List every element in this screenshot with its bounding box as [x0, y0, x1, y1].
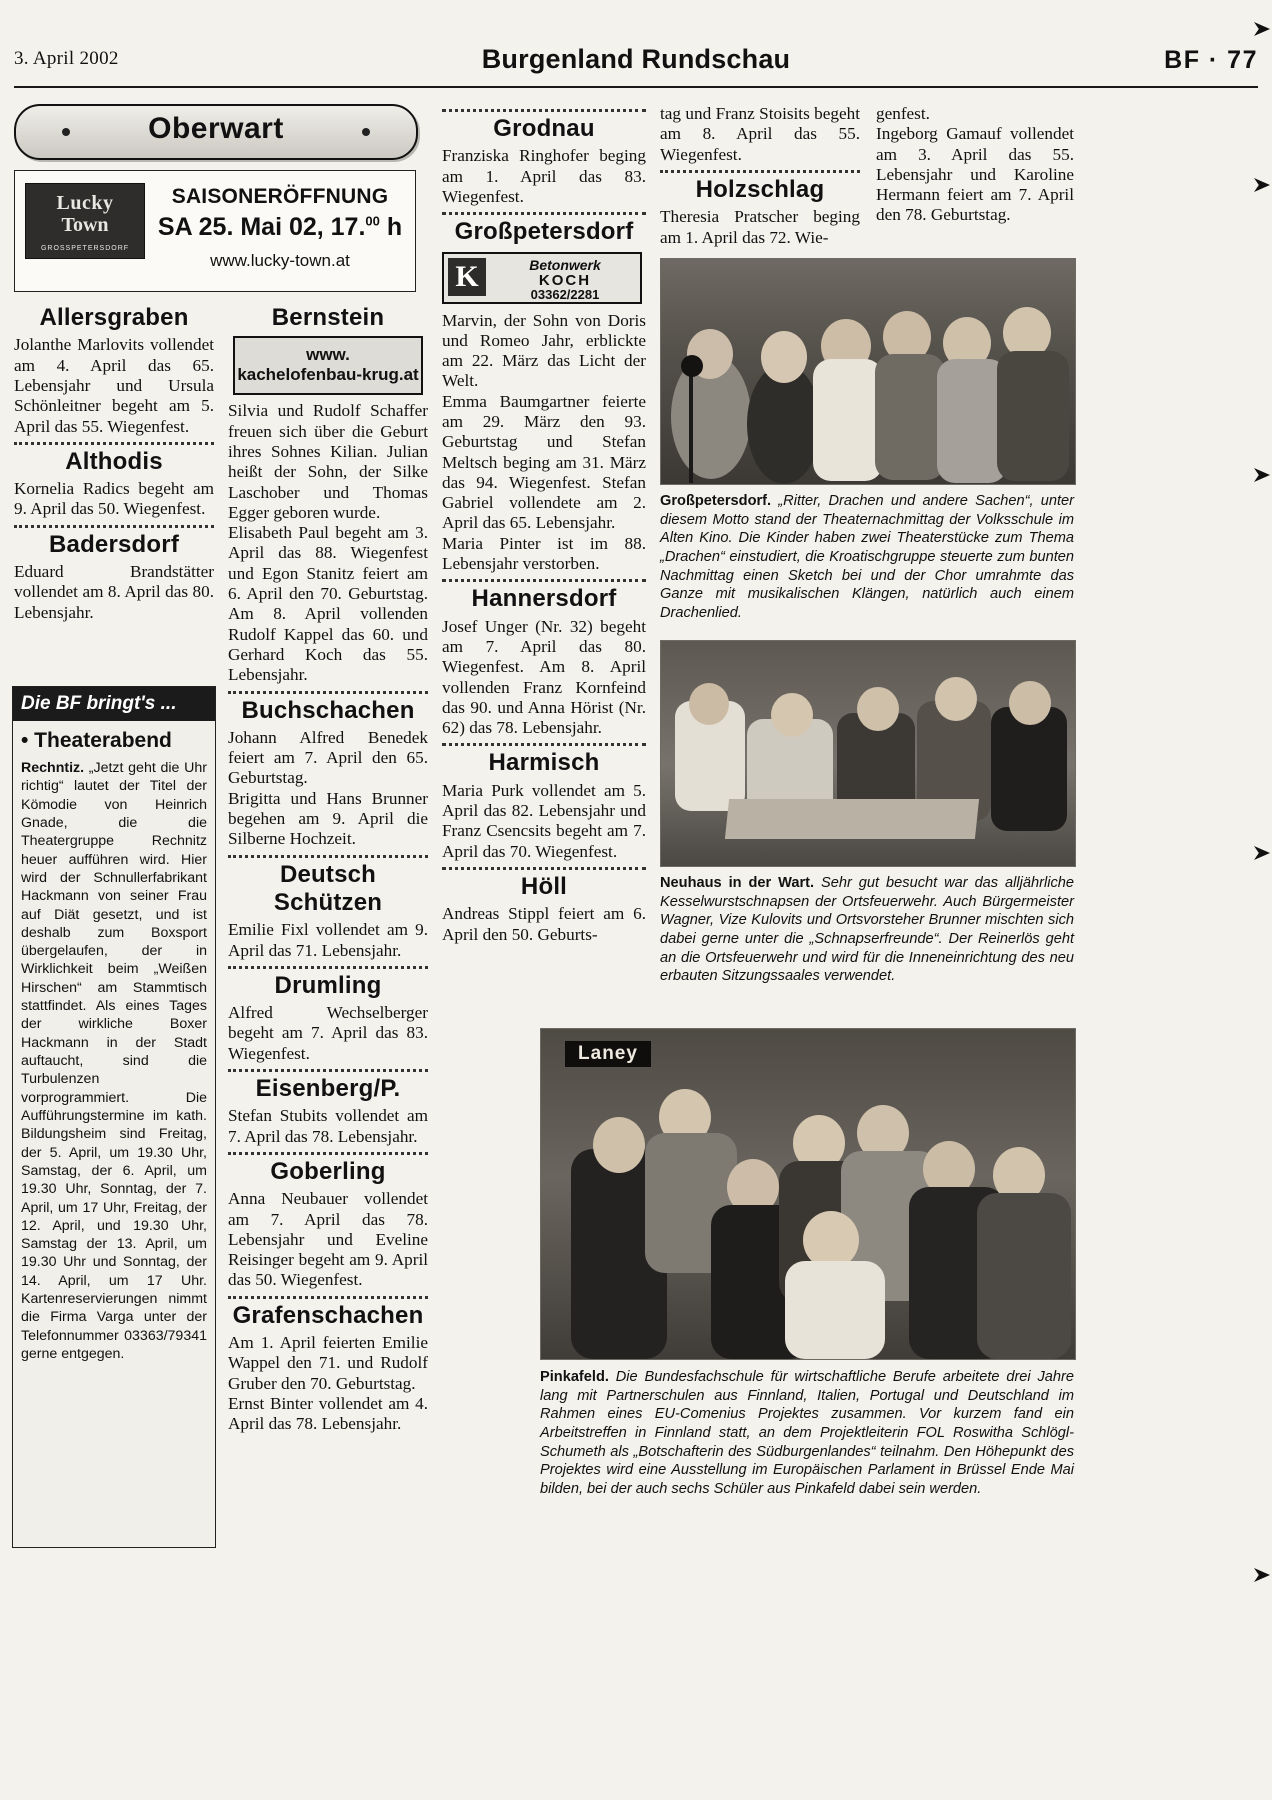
town-section	[442, 873, 646, 945]
photo-figure	[991, 707, 1067, 831]
koch-phone: 03362/2281	[530, 286, 600, 302]
town-section	[228, 1302, 428, 1435]
publication-title: Burgenland Rundschau	[481, 44, 791, 74]
town-paragraph: Emilie Fixl vollendet am 9. April das 71. Lebensjahr.	[228, 920, 428, 960]
caption-text: Sehr gut besucht war das alljährliche Kesselwurstschnapsen der Ortsfeuerwehr. Auch Bürgermeister Wagner, Vize Kulovits und Ortsvorsteher Brunner mischten sich dabei gerne unter die „Schnapserfreunde“. Der Reinerlös geht an die Ortsfeuerwehr und wird für die Inneneinrichtung des neu erbauten Sitzungssaales verwendet.	[660, 875, 1074, 985]
column-1	[14, 302, 214, 623]
photo-figure	[997, 351, 1069, 481]
advertisement-betonwerk-koch[interactable]	[442, 252, 642, 304]
town-section	[228, 861, 428, 961]
town-section	[14, 531, 214, 623]
town-heading: Allersgraben	[39, 304, 189, 331]
town-heading: Grafenschachen	[232, 1301, 424, 1329]
scan-edge-mark-icon	[1254, 22, 1270, 36]
scan-edge-mark-icon	[1254, 178, 1270, 192]
section-divider	[660, 170, 860, 173]
section-divider	[442, 867, 646, 870]
town-paragraph: Eduard Brandstätter vollendet am 8. April das 80. Lebensjahr.	[14, 562, 214, 622]
microphone-head-icon	[681, 355, 703, 377]
town-heading: Drumling	[274, 971, 382, 999]
bf-box-title: • Theaterabend	[21, 729, 172, 752]
ad-website-link[interactable]: www.lucky-town.at	[210, 251, 350, 270]
photo-face	[1009, 681, 1051, 725]
photo-caption-neuhaus	[660, 874, 1074, 986]
town-heading: Harmisch	[488, 749, 600, 777]
photo-figure	[977, 1193, 1071, 1359]
town-section	[14, 448, 214, 520]
town-section	[228, 697, 428, 850]
town-section	[442, 218, 646, 574]
town-paragraph: Stefan Stubits vollendet am 7. April das 78. Lebensjahr.	[228, 1106, 428, 1146]
photo-caption-grosspetersdorf	[660, 492, 1074, 623]
town-heading: Badersdorf	[48, 530, 180, 558]
lucky-logo-line3: GROSSPETERSDORF	[40, 245, 130, 252]
town-paragraph: Johann Alfred Benedek feiert am 7. April den 65. Geburtstag.	[228, 727, 428, 788]
town-paragraph: tag und Franz Stoisits begeht am 8. April das 55. Wiegenfest.	[660, 104, 860, 164]
caption-text: „Ritter, Drachen und andere Sachen“, unter diesem Motto stand der Theaternachmittag der Volksschule im Alten Kino. Die Kinder haben zwei Theaterstücke zum Thema „Drachen“ einstudiert, die Kroatischgruppe steuerte zum bunten Nachmittag einen Sketch bei und der Chor umrahmte das Ganze mit musikalischen Klängen, natürlich auch einem Drachenlied.	[660, 493, 1074, 622]
column-5	[876, 104, 1074, 226]
caption-lead: Neuhaus in der Wart.	[660, 875, 815, 891]
photo-pinkafeld-comenius-group	[540, 1028, 1076, 1360]
photo-face	[761, 331, 807, 383]
town-paragraph: Jolanthe Marlovits vollendet am 4. April das 65. Lebensjahr und Ursula Schönleitner begeht am 5. April das 55. Wiegenfest.	[14, 335, 214, 436]
bf-box-text: „Jetzt geht die Uhr richtig“ lautet der Titel der Kömodie von Heinrich Gnade, die die Theatergruppe Rechnitz heuer aufführen wird. Hier wird der Schnullerfabrikant Hackmann von seiner Frau auf Diät gesetzt, und ist deshalb zum Boxsport übergelaufen, der in Wirklichkeit beim „Weißen Hirschen“ am Stammtisch stattfindet. Als eines Tages der wirkliche Boxer Hackmann in der Stadt auftaucht, sind die Turbulenzen vorprogrammiert. Die Aufführungstermine im kath. Bildungsheim sind Freitag, der 5. April, um 19.30 Uhr, Samstag, der 6. April, um 19.30 Uhr, Sonntag, der 7. April, um 17 Uhr, Freitag, der 12. April, und 19.30 Uhr, Samstag der 13. April, um 19.30 Uhr und Sonntag, der 14. April, um 17 Uhr. Kartenreservierungen nimmt die Firma Varga unter der Telefonnummer 03363/79341 gerne entgegen.	[21, 760, 207, 1362]
town-section	[228, 1158, 428, 1291]
town-heading: Holzschlag	[695, 175, 825, 203]
koch-line2: KOCH	[538, 271, 592, 289]
caption-text: Die Bundesfachschule für wirtschaftliche Berufe arbeitete drei Jahre lang mit Partnerschulen aus Finnland, Italien, Portugal und Deutschland im Rahmen eines EU-Comenius Projektes zusammen. Vor kurzem fand ein Arbeitstreffen in Finnland statt, an dem Projektleiterin FOL Roswitha Schlögl-Schumeth als „Botschafterin des Südburgenlandes“ teilnahm. Den Höhepunkt des Projektes wird eine Ausstellung im Europäischen Parlament in Brüssel Ende Mai bilden, bei der auch sechs Schüler aus Pinkafeld dabei sein werden.	[540, 1369, 1074, 1498]
koch-logo-mark: K	[448, 258, 486, 296]
section-divider	[228, 1152, 428, 1155]
region-banner-label: Oberwart	[148, 112, 284, 145]
lucky-logo-line2: Town	[61, 214, 109, 236]
lucky-logo-line1: Lucky	[56, 192, 114, 214]
column-4	[660, 104, 860, 248]
section-divider	[442, 743, 646, 746]
ad-headline: SAISONERÖFFNUNG	[171, 185, 389, 208]
column-3	[442, 104, 646, 945]
town-section	[442, 115, 646, 207]
ad-line1: www.	[306, 345, 350, 365]
section-divider	[228, 1069, 428, 1072]
photo-overlay-label: Laney	[565, 1041, 651, 1067]
scan-edge-mark-icon	[1254, 846, 1270, 860]
section-divider	[228, 966, 428, 969]
section-divider	[442, 579, 646, 582]
town-paragraph: Josef Unger (Nr. 32) begeht am 7. April das 80. Wiegenfest. Am 8. April vollenden Franz Kornfeind das 90. und Anna Hörist (Nr. 62) das 78. Lebensjahr.	[442, 616, 646, 738]
ad-date-line	[155, 213, 405, 242]
advertisement-lucky-town[interactable]	[14, 170, 416, 292]
town-paragraph: Brigitta und Hans Brunner begehen am 9. April die Silberne Hochzeit.	[228, 788, 428, 849]
advertisement-kachelofenbau[interactable]	[233, 336, 423, 395]
town-section	[660, 176, 860, 248]
town-section	[228, 304, 428, 686]
ad-date-suffix: h	[379, 213, 403, 241]
town-heading: Althodis	[65, 447, 163, 475]
town-paragraph: Silvia und Rudolf Schaffer freuen sich über die Geburt ihres Sohnes Kilian. Julian heißt der Sohn, der Silke Laschober und Thomas Egger geboren wurde.	[228, 401, 428, 522]
section-divider	[442, 109, 646, 112]
town-heading: Höll	[520, 872, 568, 900]
page-number: BF · 77	[1164, 46, 1258, 74]
town-paragraph: Maria Purk vollendet am 5. April das 82. Lebensjahr und Franz Csencsits begeht am 7. April das 70. Wiegenfest.	[442, 780, 646, 861]
town-heading: Goberling	[270, 1157, 386, 1185]
microphone-stand	[689, 363, 693, 483]
ad-line2: kachelofenbau-krug.at	[237, 365, 419, 385]
ad-date-main: SA 25. Mai 02, 17.	[157, 213, 366, 241]
ad-date-sup: 00	[365, 213, 380, 229]
section-divider	[14, 442, 214, 445]
bullet-dot-right-icon	[362, 128, 370, 136]
photo-figure	[813, 359, 883, 481]
photo-face	[857, 687, 899, 731]
caption-lead: Pinkafeld.	[540, 1369, 609, 1385]
town-section	[228, 1075, 428, 1147]
photo-figure	[785, 1261, 885, 1359]
section-divider	[228, 691, 428, 694]
town-heading: Grodnau	[493, 115, 595, 142]
table-surface	[725, 799, 979, 839]
town-paragraph: Maria Pinter ist im 88. Lebensjahr verstorben.	[442, 533, 646, 574]
lucky-town-logo	[25, 183, 145, 259]
masthead	[14, 44, 1258, 88]
town-paragraph: Ingeborg Gamauf vollendet am 3. April das 55. Lebensjahr und Karoline Hermann feiert am 7. April den 78. Geburtstag.	[876, 124, 1074, 225]
bf-box-header: Die BF bringt's ...	[13, 687, 215, 721]
town-paragraph: Anna Neubauer vollendet am 7. April das 78. Lebensjahr und Eveline Reisinger begeht am 9. April das 50. Wiegenfest.	[228, 1189, 428, 1290]
town-paragraph: Ernst Binter vollendet am 4. April das 78. Lebensjahr.	[228, 1393, 428, 1434]
section-divider	[14, 525, 214, 528]
town-paragraph: Franziska Ringhofer beging am 1. April das 83. Wiegenfest.	[442, 146, 646, 206]
town-paragraph: Emma Baumgartner feierte am 29. März den 93. Geburtstag und Stefan Meltsch beging am 31. März das 94. Wiegenfest. Stefan Gabriel vollendete am 2. April das 65. Lebensjahr.	[442, 391, 646, 533]
section-divider	[228, 855, 428, 858]
town-section	[228, 972, 428, 1064]
section-divider	[442, 212, 646, 215]
bf-bringts-box	[12, 686, 216, 1548]
koch-line1: Betonwerk	[529, 256, 601, 273]
town-heading: Deutsch Schützen	[273, 860, 383, 916]
town-paragraph: Theresia Pratscher beging am 1. April das 72. Wie-	[660, 207, 860, 247]
photo-face	[689, 683, 729, 725]
column-2	[228, 302, 428, 1435]
photo-figure	[875, 354, 945, 480]
section-divider	[228, 1296, 428, 1299]
town-paragraph: Kornelia Radics begeht am 9. April das 50. Wiegenfest.	[14, 479, 214, 519]
town-heading: Buchschachen	[241, 696, 415, 724]
town-heading: Bernstein	[271, 304, 385, 331]
scan-edge-mark-icon	[1254, 1568, 1270, 1582]
town-paragraph: Elisabeth Paul begeht am 3. April das 88. Wiegenfest und Egon Stanitz feiert am 6. April den 70. Geburtstag. Am 8. April vollenden Rudolf Kappel das 60. und Gerhard Koch das 55. Lebensjahr.	[228, 523, 428, 685]
photo-face	[771, 693, 813, 737]
town-paragraph: Andreas Stippl feiert am 6. April den 50. Geburts-	[442, 904, 646, 944]
scan-edge-mark-icon	[1254, 468, 1270, 482]
town-heading: Hannersdorf	[471, 585, 617, 613]
bf-box-lead: Rechntiz.	[21, 760, 85, 776]
town-section	[14, 304, 214, 437]
photo-face	[935, 677, 977, 721]
town-paragraph: Alfred Wechselberger begeht am 7. April das 83. Wiegenfest.	[228, 1003, 428, 1063]
bf-box-body	[21, 759, 207, 1363]
town-heading: Großpetersdorf	[454, 218, 634, 246]
town-paragraph: Am 1. April feierten Emilie Wappel den 71. und Rudolf Gruber den 70. Geburtstag.	[228, 1333, 428, 1393]
town-paragraph: genfest.	[876, 104, 930, 123]
caption-lead: Großpetersdorf.	[660, 493, 772, 509]
region-banner-oberwart	[14, 104, 418, 160]
town-paragraph: Marvin, der Sohn von Doris und Romeo Jahr, erblickte am 22. März das Licht der Welt.	[442, 310, 646, 391]
photo-grosspetersdorf-children-choir	[660, 258, 1076, 485]
town-heading: Eisenberg/P.	[255, 1075, 401, 1103]
photo-face	[593, 1117, 645, 1173]
photo-neuhaus-kesselwurstschnapsen	[660, 640, 1076, 867]
photo-caption-pinkafeld	[540, 1368, 1074, 1499]
town-section	[442, 585, 646, 738]
issue-date: 3. April 2002	[14, 48, 119, 69]
town-section	[442, 749, 646, 862]
